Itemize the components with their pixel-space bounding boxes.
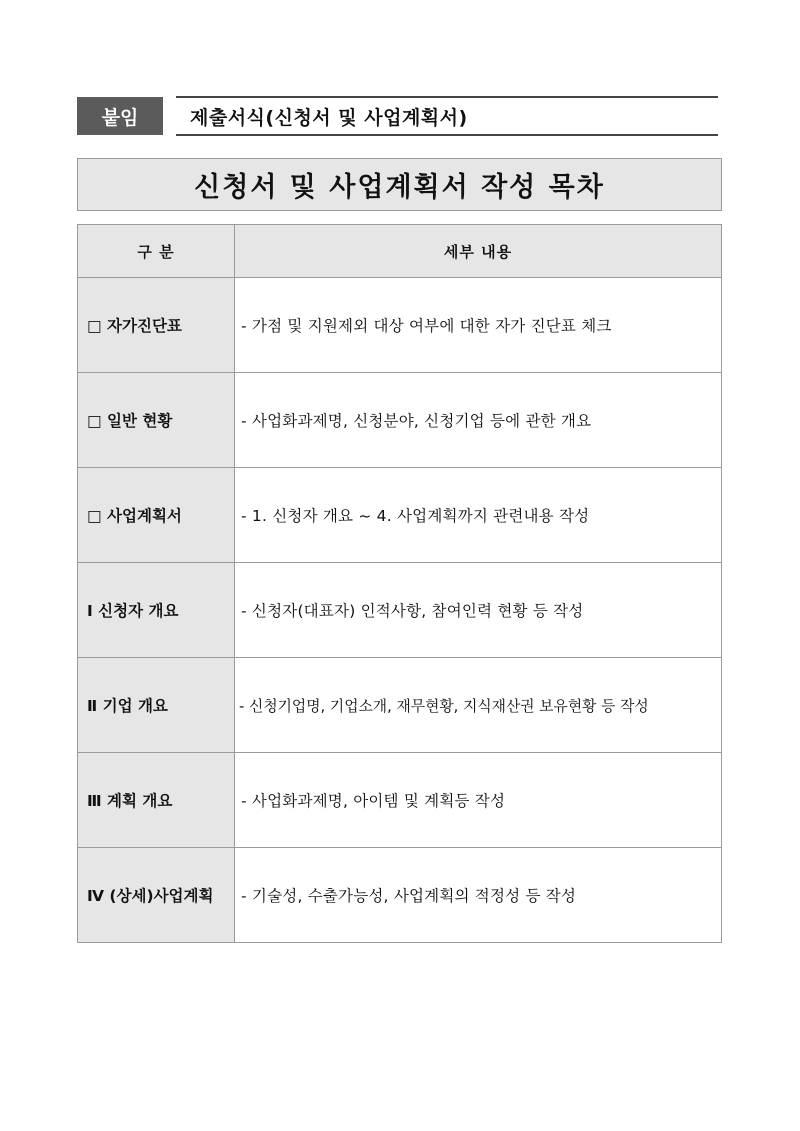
header-category: 구 분 xyxy=(78,225,235,278)
header-title-box xyxy=(176,96,718,136)
table-row xyxy=(78,373,722,468)
row-category: □ 사업계획서 xyxy=(78,468,235,563)
table-header-row xyxy=(78,225,722,278)
header-title: 제출서식(신청서 및 사업계획서) xyxy=(190,106,468,129)
table-row xyxy=(78,468,722,563)
attachment-label: 붙임 xyxy=(77,97,163,135)
row-detail: - 가점 및 지원제외 대상 여부에 대한 자가 진단표 체크 xyxy=(235,278,722,373)
table-row xyxy=(78,563,722,658)
row-category: Ⅱ 기업 개요 xyxy=(78,658,235,753)
table-row xyxy=(78,278,722,373)
row-detail: - 신청자(대표자) 인적사항, 참여인력 현황 등 작성 xyxy=(235,563,722,658)
row-category: Ⅲ 계획 개요 xyxy=(78,753,235,848)
attachment-header xyxy=(77,96,718,138)
row-detail: - 1. 신청자 개요 ~ 4. 사업계획까지 관련내용 작성 xyxy=(235,468,722,563)
row-detail: - 신청기업명, 기업소개, 재무현황, 지식재산권 보유현황 등 작성 xyxy=(235,658,722,753)
main-title-box xyxy=(77,158,722,211)
row-category: Ⅰ 신청자 개요 xyxy=(78,563,235,658)
row-detail: - 사업화과제명, 아이템 및 계획등 작성 xyxy=(235,753,722,848)
table-row xyxy=(78,658,722,753)
row-category: □ 일반 현황 xyxy=(78,373,235,468)
row-category: □ 자가진단표 xyxy=(78,278,235,373)
row-detail: - 사업화과제명, 신청분야, 신청기업 등에 관한 개요 xyxy=(235,373,722,468)
header-detail: 세부 내용 xyxy=(235,225,722,278)
row-detail: - 기술성, 수출가능성, 사업계획의 적정성 등 작성 xyxy=(235,848,722,943)
row-category: Ⅳ (상세)사업계획 xyxy=(78,848,235,943)
main-title: 신청서 및 사업계획서 작성 목차 xyxy=(194,172,605,203)
table-row xyxy=(78,848,722,943)
table-row xyxy=(78,753,722,848)
toc-table xyxy=(77,224,722,943)
